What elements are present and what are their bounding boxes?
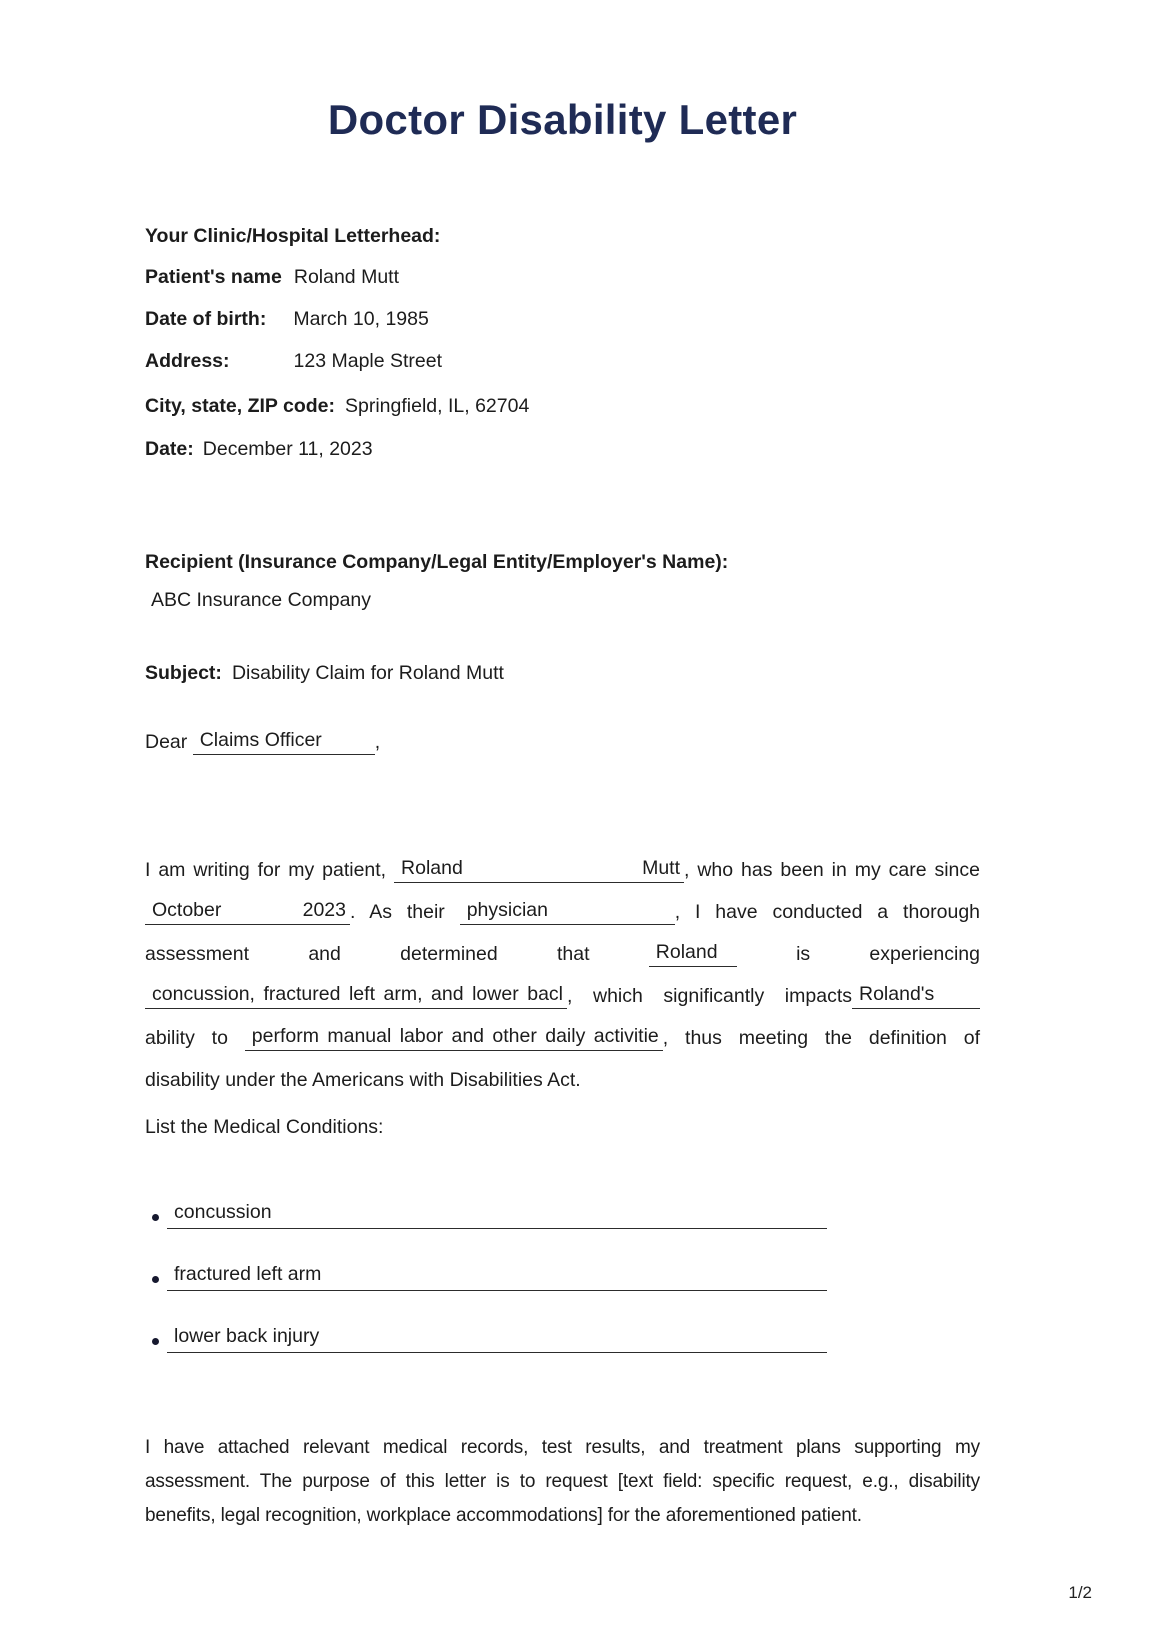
- city-state-zip-value[interactable]: Springfield, IL, 62704: [345, 395, 530, 417]
- body-line-4: [145, 975, 980, 1017]
- condition-fill-1[interactable]: concussion: [167, 1201, 827, 1229]
- recipient-heading: Recipient (Insurance Company/Legal Entity/Employer's Name):: [145, 551, 729, 573]
- possessive-ref-fill[interactable]: Roland's: [852, 983, 980, 1009]
- body-paragraph: [145, 849, 980, 1101]
- bullet-icon: [152, 1276, 159, 1283]
- condition-item: [145, 1325, 980, 1351]
- body-text: is experiencing: [796, 943, 980, 965]
- address-row: [145, 349, 980, 373]
- closing-line-3: benefits, legal recognition, workplace accommodations] for the aforementioned patient.: [145, 1505, 862, 1526]
- condition-fill-3[interactable]: lower back injury: [167, 1325, 827, 1353]
- date-of-birth-label: Date of birth:: [145, 308, 267, 330]
- page-indicator: 1/2: [1068, 1583, 1092, 1602]
- closing-line-1: I have attached relevant medical records, test results, and treatment plans supporting my: [145, 1437, 980, 1458]
- date-label: Date:: [145, 438, 194, 460]
- condition-item: [145, 1201, 980, 1227]
- city-state-zip-row: [145, 394, 980, 418]
- salutation-prefix: Dear: [145, 731, 188, 753]
- address-value[interactable]: 123 Maple Street: [293, 350, 443, 372]
- subject-line: [145, 661, 980, 685]
- patient-name-label: Patient's name: [145, 266, 282, 288]
- bullet-icon: [152, 1214, 159, 1221]
- body-text: , who has been in my care since: [684, 859, 980, 881]
- conditions-list: [145, 1201, 980, 1351]
- body-text: I am writing for my patient,: [145, 859, 387, 881]
- city-state-zip-label: City, state, ZIP code:: [145, 395, 335, 417]
- subject-value[interactable]: Disability Claim for Roland Mutt: [231, 662, 504, 684]
- salutation-line: [145, 729, 980, 756]
- patient-name-row: [145, 265, 980, 289]
- salutation-comma: ,: [374, 731, 381, 753]
- date-of-birth-row: [145, 307, 980, 331]
- condition-item: [145, 1263, 980, 1289]
- body-text: ability to: [145, 1027, 228, 1049]
- ability-impact-fill[interactable]: perform manual labor and other daily activitie: [245, 1025, 663, 1051]
- conditions-summary-fill[interactable]: concussion, fractured left arm, and lower bacl: [145, 983, 567, 1009]
- body-text: . As their: [350, 901, 445, 923]
- patient-ref-fill[interactable]: Roland: [649, 941, 737, 967]
- patient-name-value[interactable]: Roland Mutt: [293, 266, 399, 288]
- closing-line-2: assessment. The purpose of this letter is to request [text field: specific request, e.g., disability: [145, 1471, 980, 1492]
- subject-label: Subject:: [145, 662, 222, 684]
- letterhead-block: [145, 224, 980, 461]
- condition-fill-2[interactable]: fractured left arm: [167, 1263, 827, 1291]
- care-since-date-fill[interactable]: October 2023: [145, 899, 350, 925]
- bullet-icon: [152, 1338, 159, 1345]
- body-line-2: [145, 891, 980, 933]
- physician-role-fill[interactable]: physician: [460, 899, 675, 925]
- date-row: [145, 437, 980, 461]
- body-text: , thus meeting the definition of: [662, 1027, 980, 1049]
- date-value[interactable]: December 11, 2023: [202, 438, 373, 460]
- body-line-3: [145, 933, 980, 975]
- salutation-name-field[interactable]: Claims Officer: [193, 729, 375, 755]
- letterhead-heading: Your Clinic/Hospital Letterhead:: [145, 225, 441, 247]
- patient-name-fill[interactable]: Roland Mutt: [394, 857, 684, 883]
- body-line-5: [145, 1017, 980, 1059]
- conditions-heading: List the Medical Conditions:: [145, 1116, 384, 1138]
- closing-paragraph: [145, 1431, 980, 1533]
- recipient-value[interactable]: ABC Insurance Company: [151, 589, 372, 611]
- date-of-birth-value[interactable]: March 10, 1985: [293, 308, 429, 330]
- body-text: assessment and determined that: [145, 943, 590, 965]
- page-title: Doctor Disability Letter: [327, 96, 798, 143]
- body-text: , which significantly impacts: [567, 985, 852, 1007]
- body-text: , I have conducted a thorough: [674, 901, 981, 923]
- body-line-6: disability under the Americans with Disabilities Act.: [145, 1069, 581, 1091]
- body-line-1: [145, 849, 980, 891]
- address-label: Address:: [145, 350, 230, 372]
